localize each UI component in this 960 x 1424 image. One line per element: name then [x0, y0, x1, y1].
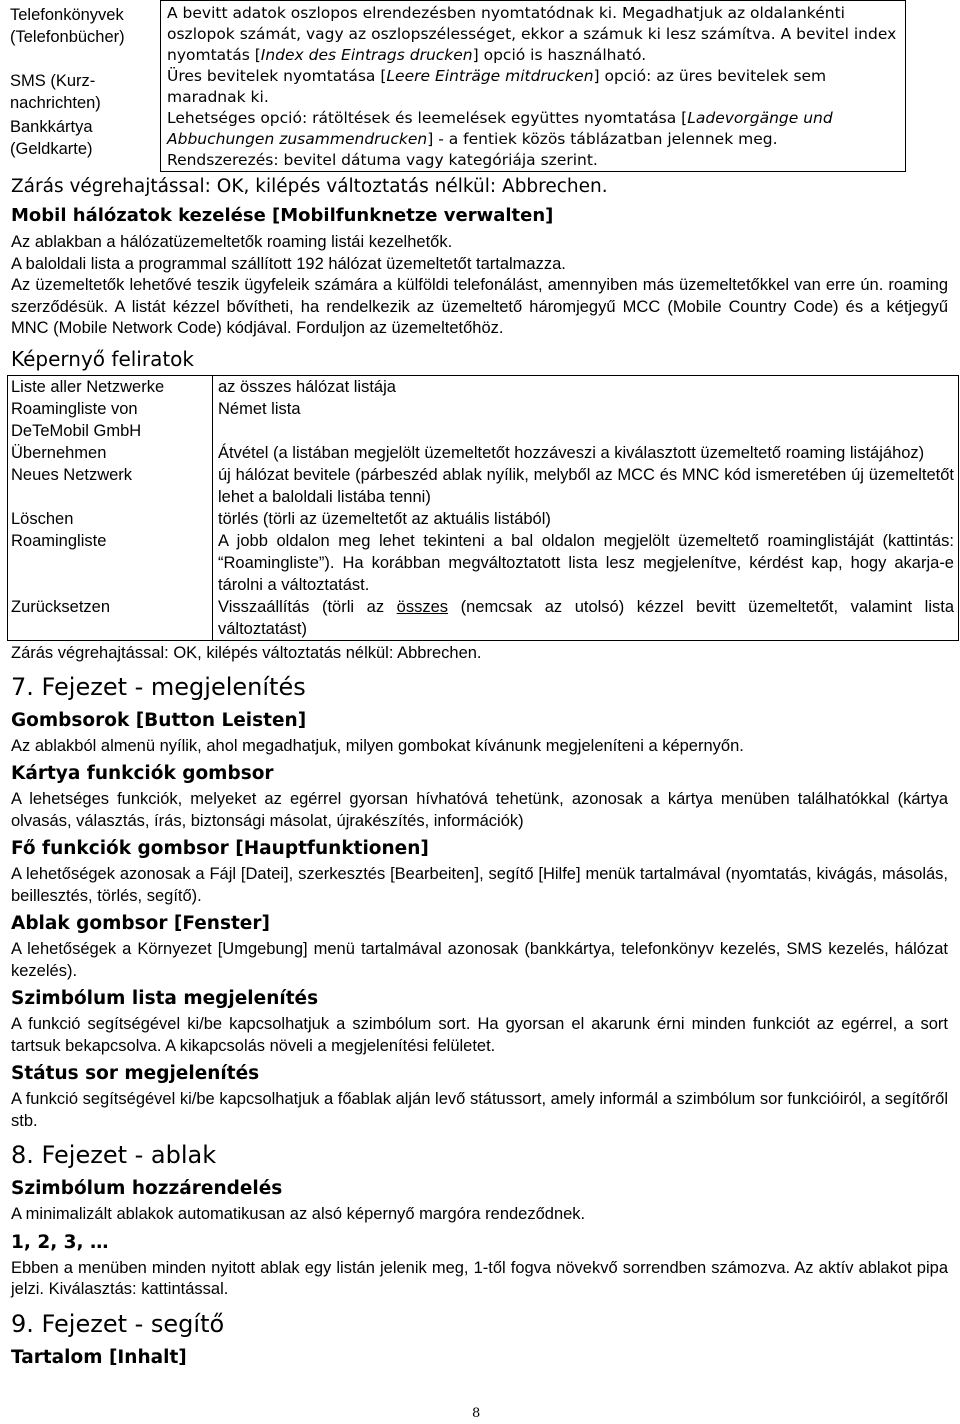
section-heading: 1, 2, 3, … [11, 1231, 109, 1253]
label-value: A jobb oldalon meg lehet tekinteni a bal oldalon megjelölt üzemeltető roaminglistáját (kattintás: “Roamingliste”). Ha korábban megváltoztatott lista lesz megjelenítve, kérdést kap, hogy akarja-e tárolni a változtatást. [213, 530, 959, 596]
section-heading: Státus sor megjelenítés [11, 1063, 260, 1084]
label-key: Neues Netzwerk [8, 464, 213, 508]
label-value: Átvétel (a listában megjelölt üzemeltetőt hozzáveszi a kiválasztott üzemeltető roaming listájához) [213, 442, 959, 464]
page-number: 8 [472, 1406, 481, 1421]
label-value: új hálózat bevitele (párbeszéd ablak nyílik, melyből az MCC és MNC kód ismeretében új üzemeltetőt lehet a baloldali listába tenni) [213, 464, 959, 508]
label-key: Liste aller Netzwerke [8, 375, 213, 398]
section-text: A lehetséges funkciók, melyeket az egérrel gyorsan hívhatóvá tehetünk, azonosak a kártya menüben találhatókkal (kártya olvasás, választás, írás, biztonsági másolat, újrakészítés, információk) [11, 790, 948, 830]
label-value: Visszaállítás (törli az összes (nemcsak az utolsó) kézzel bevitt üzemeltetőt, valamint lista változtatást) [213, 596, 959, 641]
print-labels-column [7, 1, 161, 172]
screen-labels-table [7, 375, 959, 641]
section-heading: Gombsorok [Button Leisten] [11, 709, 307, 731]
section-text: A lehetőségek a Környezet [Umgebung] menü tartalmával azonosak (bankkártya, telefonkönyv kezelés, SMS kezelés, hálózat kezelés). [11, 940, 948, 980]
section-text: A funkció segítségével ki/be kapcsolhatjuk a főablak alján levő státussort, amely informál a szimbólum sor funkcióiról, a segítőről stb. [11, 1090, 948, 1130]
section-heading: Ablak gombsor [Fenster] [11, 913, 270, 934]
section-heading: Tartalom [Inhalt] [11, 1346, 187, 1368]
table-row [8, 596, 959, 641]
table-row [8, 508, 959, 530]
sorting-paragraph: Rendszerezés: bevitel dátuma vagy kategóriája szerint. [167, 151, 598, 169]
section-heading: Fő funkciók gombsor [Hauptfunktionen] [11, 838, 429, 859]
chapter-7-title: 7. Fejezet - megjelenítés [11, 672, 306, 701]
chapter-8-title: 8. Fejezet - ablak [11, 1141, 217, 1169]
print-options-text [161, 1, 906, 172]
mobile-networks-p1: Az ablakban a hálózatüzemeltetők roaming listái kezelhetők. [11, 233, 453, 251]
empty-entries-paragraph: Üres bevitelek nyomtatása [Leere Einträge mitdrucken] opció: az üres bevitelek sem maradnak ki. [167, 67, 827, 106]
section-text: Ebben a menüben minden nyitott ablak egy listán jelenik meg, 1-től fogva növekvő sorrendben számozva. Az aktív ablakot pipa jelzi. Kiválasztás: kattintással. [11, 1258, 948, 1298]
table-row [8, 375, 959, 398]
section-text: A minimalizált ablakok automatikusan az alsó képernyő margóra rendeződnek. [11, 1205, 586, 1223]
document-page [8, 0, 952, 1373]
section-text: Az ablakból almenü nyílik, ahol megadhatjuk, milyen gombokat kívánunk megjeleníteni a képernyőn. [11, 736, 744, 755]
print-options-table [7, 0, 906, 172]
table-row [8, 530, 959, 596]
label-value: törlés (törli az üzemeltetőt az aktuális listából) [213, 508, 959, 530]
label-key: Roamingliste [8, 530, 213, 596]
label-key: Übernehmen [8, 442, 213, 464]
label-value: Német lista [213, 398, 959, 442]
mobile-networks-p3: Az üzemeltetők lehetővé teszik ügyfeleik számára a külföldi telefonálást, amennyiben más üzemeltetőkkel van erre ún. roaming szerződésük. A listát kézzel bővítheti, ha rendelkezik az üzemeltető háromjegyű MCC (Mobile Country Code) és a kétjegyű MNC (Mobile Network Code) kódjával. Forduljon az üzemeltetőhöz. [11, 276, 948, 337]
section-text: A lehetőségek azonosak a Fájl [Datei], szerkesztés [Bearbeiten], segítő [Hilfe] menük tartalmával (nyomtatás, kivágás, másolás, beillesztés, törlés, segítő). [11, 865, 948, 905]
section-heading: Szimbólum lista megjelenítés [11, 988, 319, 1009]
charging-paragraph: Lehetséges opció: rátöltések és leemelések együttes nyomtatása [Ladevorgänge und Abbuchungen zusammendrucken] - a fentiek közös táblázatban jelennek meg. [167, 109, 833, 148]
table-row [8, 442, 959, 464]
table-row [8, 464, 959, 508]
mobile-networks-heading: Mobil hálózatok kezelése [Mobilfunknetze verwalten] [11, 205, 554, 226]
section-text: A funkció segítségével ki/be kapcsolhatjuk a szimbólum sort. Ha gyorsan el akarunk érni minden funkciót az egérrel, a sort tartsuk bekapcsolva. A kikapcsolás növeli a megjelenítési felületet. [11, 1015, 948, 1055]
mobile-networks-p2: A baloldali lista a programmal szállított 192 hálózat üzemeltetőt tartalmazza. [11, 254, 566, 273]
table-row [8, 398, 959, 442]
label-key: Roamingliste von DeTeMobil GmbH [8, 398, 213, 442]
label-telefonkonyvek: Telefonkönyvek (Telefonbücher) [10, 5, 125, 46]
label-key: Löschen [8, 508, 213, 530]
print-columns-paragraph: A bevitt adatok oszlopos elrendezésben nyomtatódnak ki. Megadhatjuk az oldalankénti oszlopok számát, vagy az oszlopszélességet, ekkor a számuk ki lesz számítva. A bevitel index nyomtatás [Index des Eintrags drucken] opció is használható. [167, 4, 897, 64]
section-heading: Szimbólum hozzárendelés [11, 1178, 283, 1199]
chapter-9-title: 9. Fejezet - segítő [11, 1309, 225, 1338]
section-heading: Kártya funkciók gombsor [11, 763, 274, 784]
label-value: az összes hálózat listája [213, 375, 959, 398]
label-key: Zurücksetzen [8, 596, 213, 641]
screen-labels-heading: Képernyő feliratok [11, 346, 194, 371]
closing-note-2: Zárás végrehajtással: OK, kilépés változtatás nélkül: Abbrechen. [11, 643, 482, 662]
label-sms: SMS (Kurz-nachrichten) [10, 71, 101, 112]
label-bankkartya: Bankkártya (Geldkarte) [10, 117, 93, 158]
closing-note-1: Zárás végrehajtással: OK, kilépés változtatás nélkül: Abbrechen. [11, 176, 608, 197]
